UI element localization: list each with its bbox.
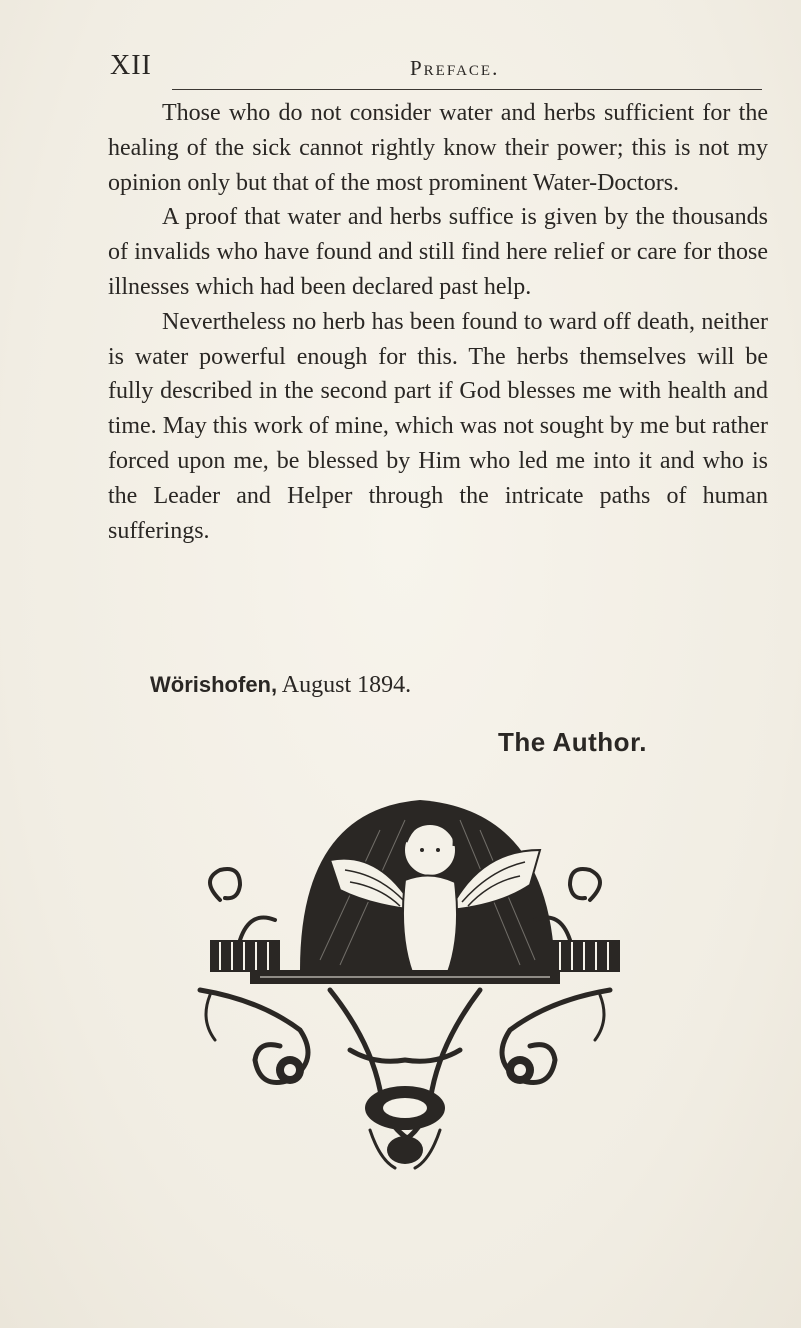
place-date-line [150, 672, 411, 699]
preface-text [108, 96, 768, 548]
paragraph: A proof that water and herbs suffice is given by the thousands of invalids who have found and still find here relief or care for those illnesses which had been declared past help. [108, 204, 768, 300]
page-header [110, 50, 765, 84]
header-rule [172, 89, 762, 90]
running-head: Preface. [410, 56, 500, 80]
cherub-ornament-icon [180, 790, 630, 1180]
place-name: Wörishofen, [150, 672, 278, 697]
author-signature: The Author. [498, 727, 647, 757]
page-number: XII [110, 50, 152, 81]
paragraph: Nevertheless no herb has been found to ward off death, neither is water powerful enough for this. The herbs themselves will be fully described in the second part if God blesses me with health and time. May this work of mine, which was not sought by me but rather forced upon me, be blessed by Him who led me into it and who is the Leader and Helper through the intricate paths of human sufferings. [108, 308, 768, 544]
date: August 1894. [281, 672, 412, 698]
paragraph: Those who do not consider water and herbs sufficient for the healing of the sick cannot rightly know their power; this is not my opinion only but that of the most prominent Water-Doctors. [108, 100, 768, 196]
